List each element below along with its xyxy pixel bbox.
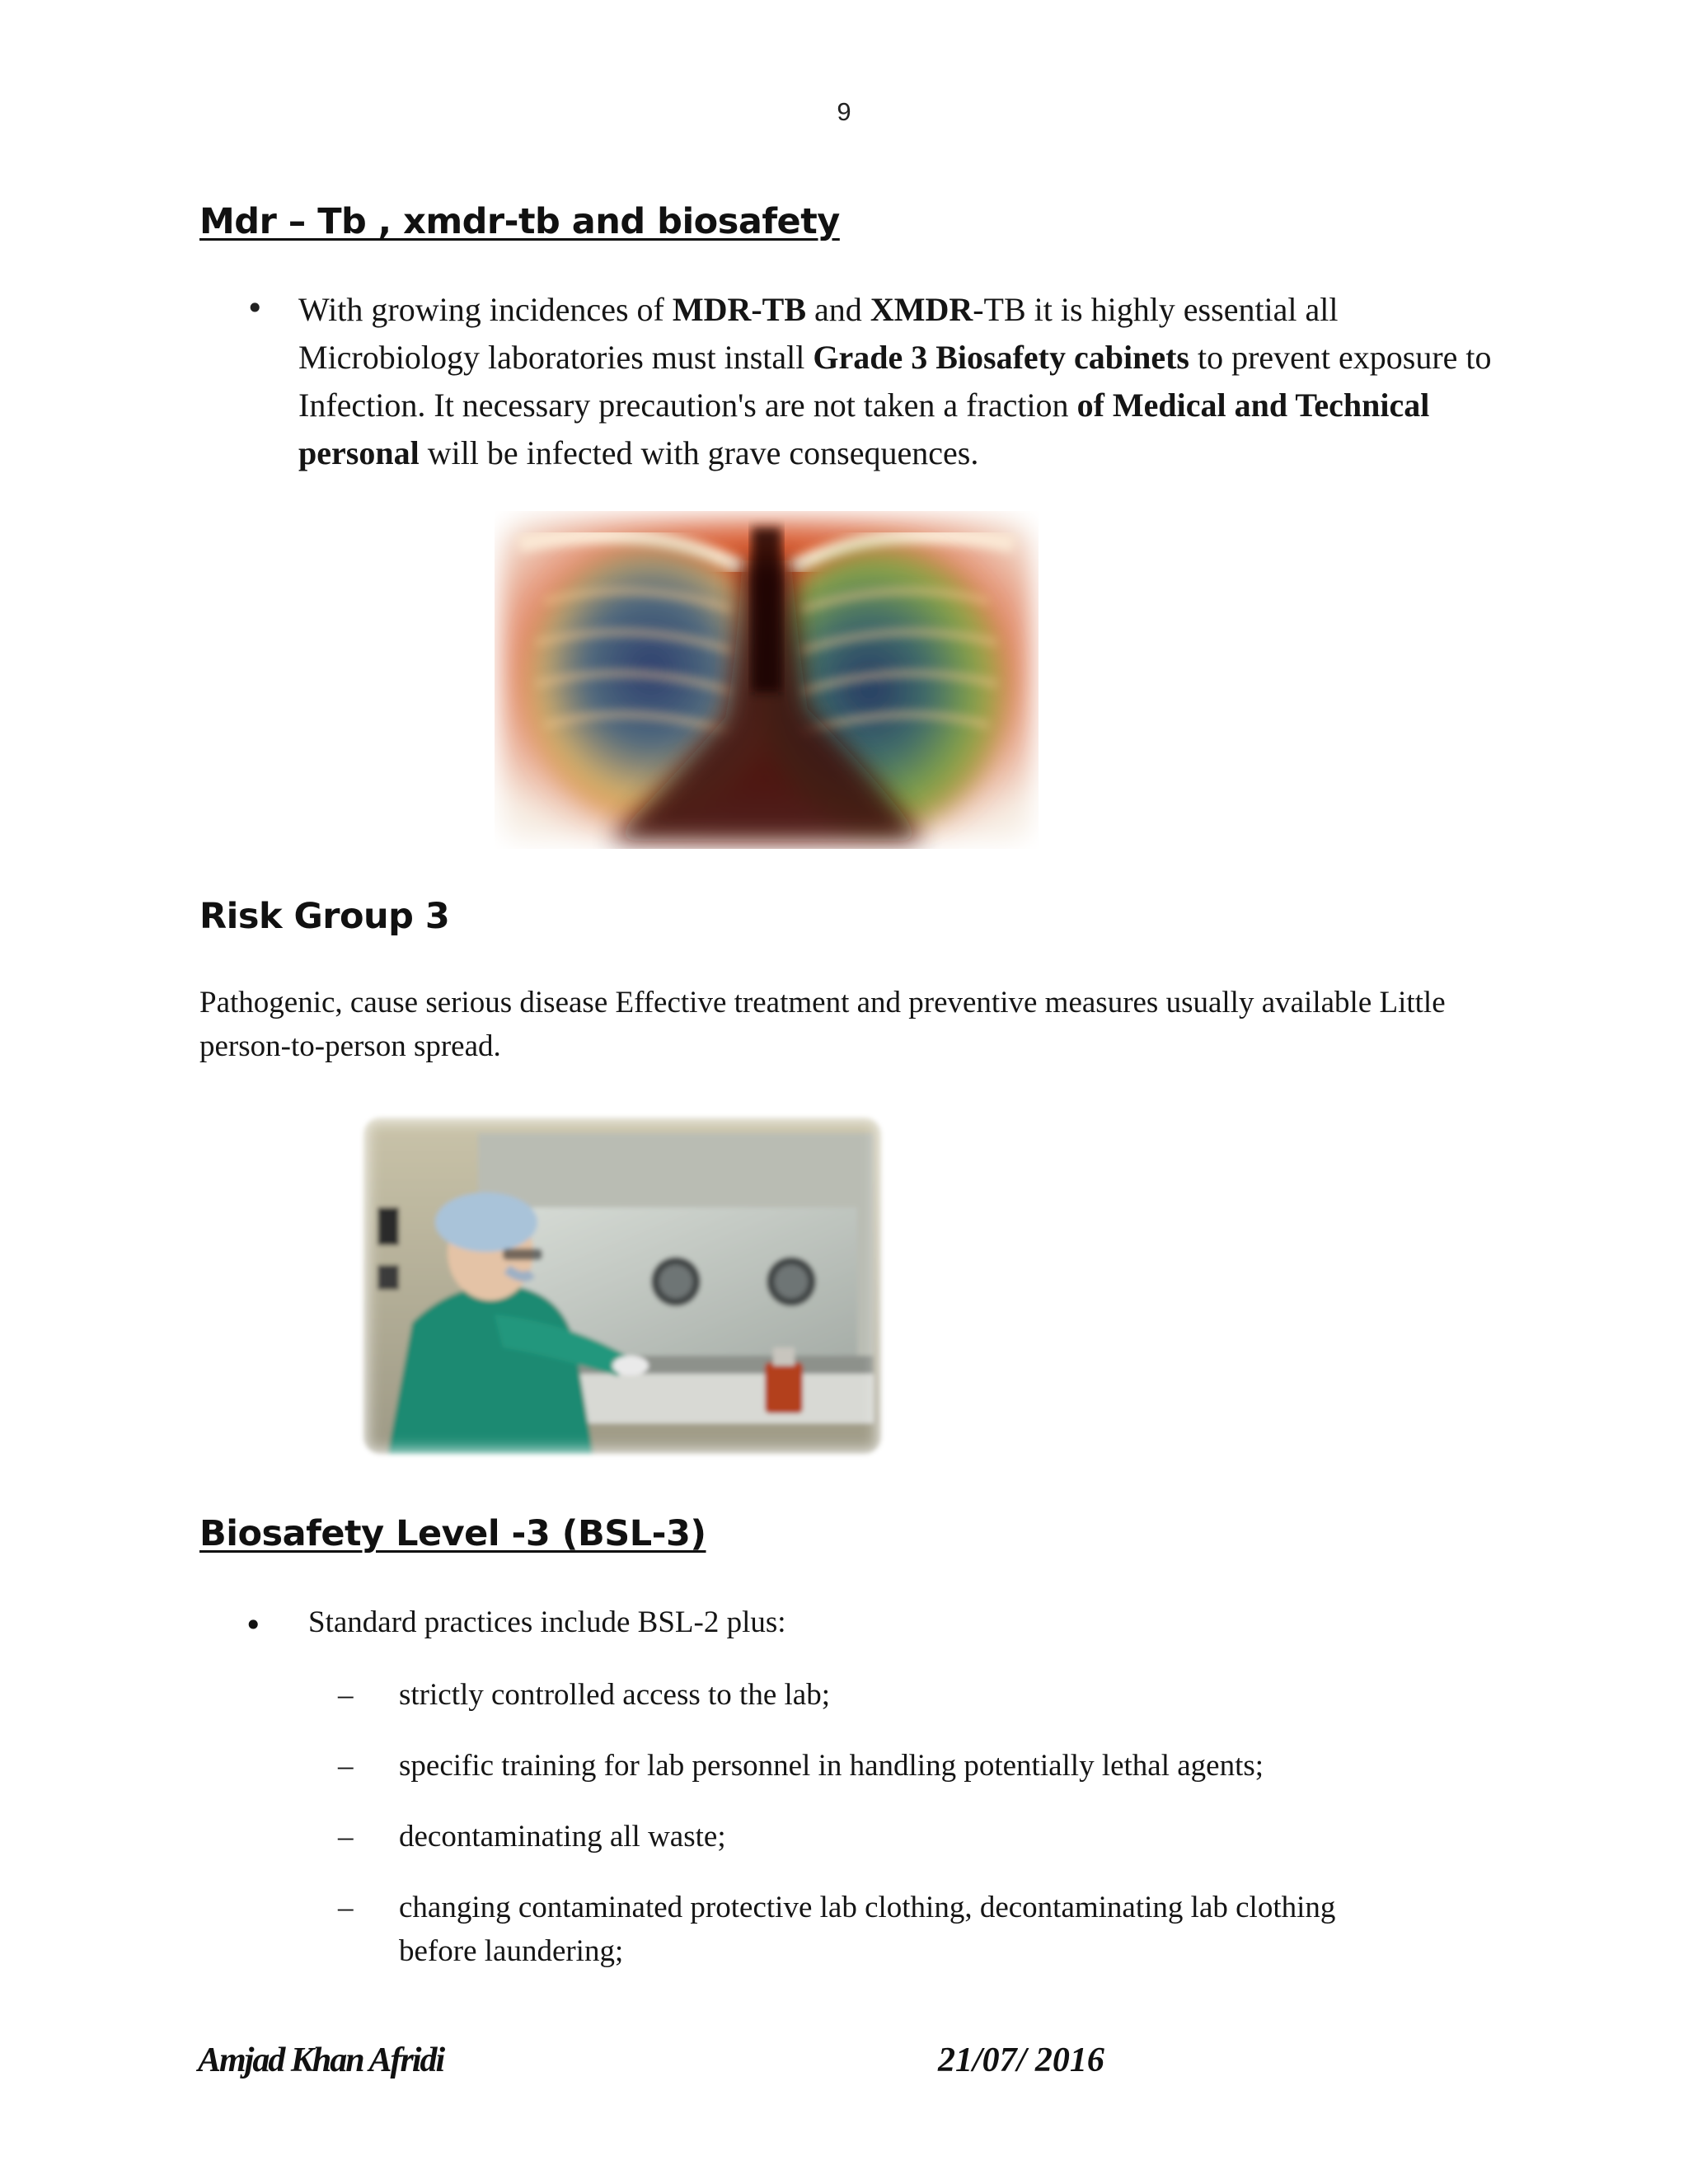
section-heading-bsl3: Biosafety Level -3 (BSL-3) — [199, 1513, 706, 1554]
text-run: With growing incidences of — [298, 291, 673, 328]
list-item — [338, 1815, 1492, 1858]
section-heading-mdr-tb: Mdr – Tb , xmdr-tb and biosafety — [199, 201, 840, 242]
text-run: will be infected with grave consequences. — [419, 434, 979, 471]
bold-run: Grade 3 Biosafety cabinets — [813, 339, 1189, 376]
risk-group-paragraph: Pathogenic, cause serious disease Effective treatment and preventive measures usually available Little person-to-person spread. — [199, 986, 1446, 1063]
biosafety-cabinet-photo — [354, 1108, 890, 1463]
text-run: to prevent exposure to Infection. It necessary precaution's are not taken a fraction — [298, 339, 1492, 424]
list-item — [338, 1673, 1492, 1717]
dash-marker: – — [338, 1891, 354, 1924]
list-item — [338, 1886, 1388, 1973]
dash-marker: – — [338, 1678, 354, 1712]
list-item — [338, 1744, 1492, 1788]
mdr-tb-paragraph — [298, 286, 1502, 477]
footer-author: Amjad Khan Afridi — [198, 2041, 444, 2079]
bsl3-practices-list — [338, 1673, 1492, 2000]
bold-run: MDR-TB — [672, 291, 807, 328]
text-run: -TB it is highly essential all Microbiology laboratories must install — [298, 291, 1339, 376]
dash-marker: – — [338, 1820, 354, 1854]
bold-run: XMDR — [870, 291, 973, 328]
bullet-marker: • — [244, 1607, 263, 1643]
list-item-text: changing contaminated protective lab clothing, decontaminating lab clothing before laundering; — [399, 1891, 1336, 1968]
page-number: 9 — [837, 97, 851, 126]
bullet-marker: • — [246, 290, 265, 326]
bold-run: of Medical and Technical personal — [298, 387, 1430, 471]
bsl3-main-bullet: Standard practices include BSL-2 plus: — [308, 1605, 786, 1639]
list-item-text: specific training for lab personnel in handling potentially lethal agents; — [399, 1749, 1264, 1783]
section-heading-risk-group: Risk Group 3 — [199, 896, 450, 937]
text-run: and — [806, 291, 870, 328]
list-item-text: decontaminating all waste; — [399, 1820, 726, 1854]
chest-xray-image — [495, 511, 1039, 849]
dash-marker: – — [338, 1749, 354, 1783]
list-item-text: strictly controlled access to the lab; — [399, 1678, 830, 1712]
footer-date: 21/07/ 2016 — [938, 2041, 1104, 2079]
